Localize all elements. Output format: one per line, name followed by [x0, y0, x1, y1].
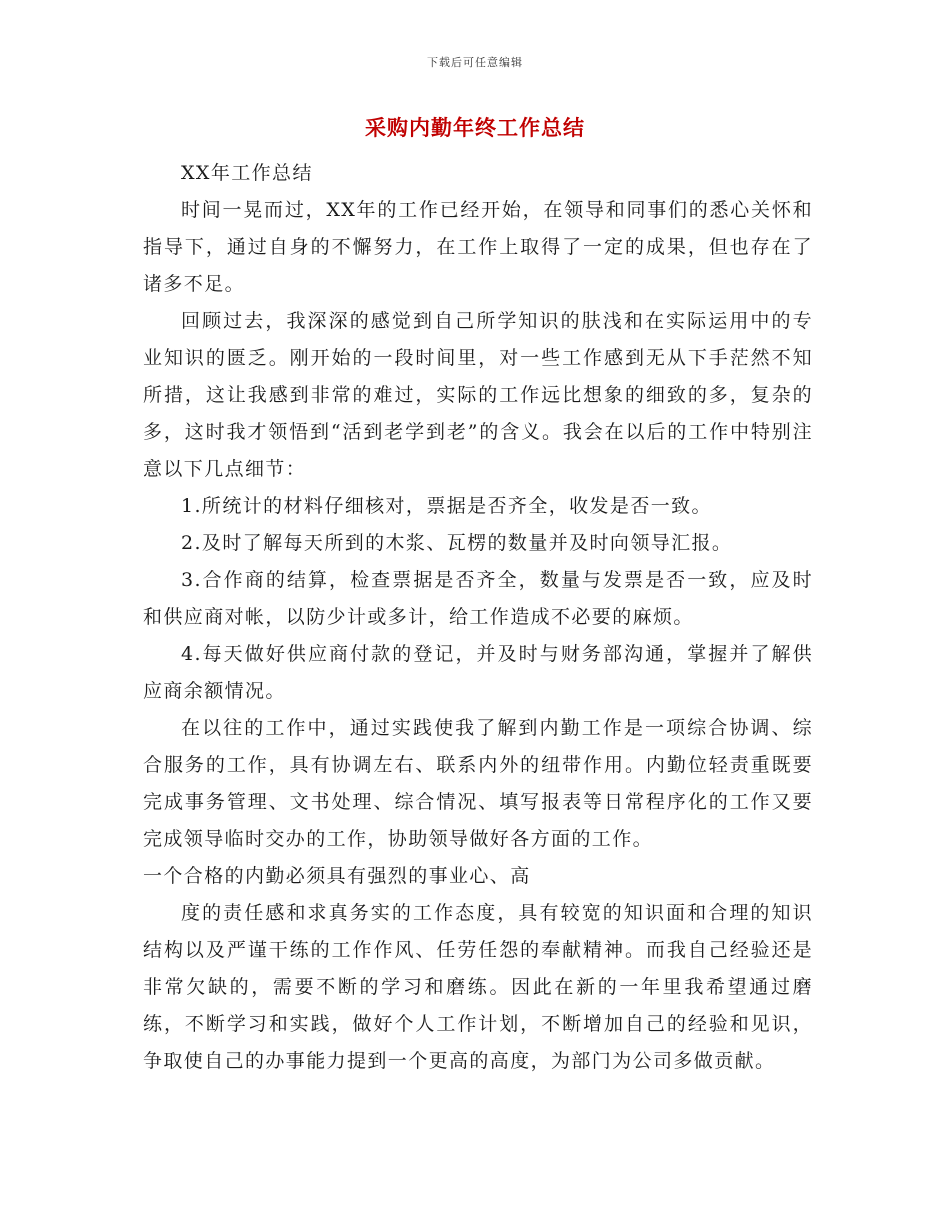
list-item-4: 4.每天做好供应商付款的登记，并及时与财务部沟通，掌握并了解供应商余额情况。	[143, 643, 813, 702]
document-body	[143, 155, 813, 1080]
header-note: 下载后可任意编辑	[427, 56, 523, 69]
document-title: 采购内勤年终工作总结	[365, 116, 585, 140]
paragraph-requirement: 一个合格的内勤必须具有强烈的事业心、高	[143, 865, 531, 887]
paragraph-intro: 时间一晃而过，XX年的工作已经开始，在领导和同事们的悉心关怀和指导下，通过自身的不懈努力，在工作上取得了一定的成果，但也存在了诸多不足。	[143, 199, 813, 295]
list-item-2: 2.及时了解每天所到的木浆、瓦楞的数量并及时向领导汇报。	[181, 532, 733, 554]
paragraph-review: 回顾过去，我深深的感觉到自己所学知识的肤浅和在实际运用中的专业知识的匮乏。刚开始的一段时间里，对一些工作感到无从下手茫然不知所措，这让我感到非常的难过，实际的工作远比想象的细致的多，复杂的多，这时我才领悟到“活到老学到老”的含义。我会在以后的工作中特别注意以下几点细节：	[143, 310, 813, 480]
paragraph-practice: 在以往的工作中，通过实践使我了解到内勤工作是一项综合协调、综合服务的工作，具有协调左右、联系内外的纽带作用。内勤位轻责重既要完成事务管理、文书处理、综合情况、填写报表等日常程序化的工作又要完成领导临时交办的工作，协助领导做好各方面的工作。	[143, 717, 813, 850]
list-item-1: 1.所统计的材料仔细核对，票据是否齐全，收发是否一致。	[181, 495, 712, 517]
paragraph-subtitle: XX年工作总结	[181, 162, 313, 184]
list-item-3: 3.合作商的结算，检查票据是否齐全，数量与发票是否一致，应及时和供应商对帐，以防少计或多计，给工作造成不必要的麻烦。	[143, 569, 813, 628]
paragraph-conclusion: 度的责任感和求真务实的工作态度，具有较宽的知识面和合理的知识结构以及严谨干练的工作作风、任劳任怨的奉献精神。而我自己经验还是非常欠缺的，需要不断的学习和磨练。因此在新的一年里我希望通过磨练，不断学习和实践，做好个人工作计划，不断增加自己的经验和见识，争取使自己的办事能力提到一个更高的高度，为部门为公司多做贡献。	[143, 902, 813, 1072]
